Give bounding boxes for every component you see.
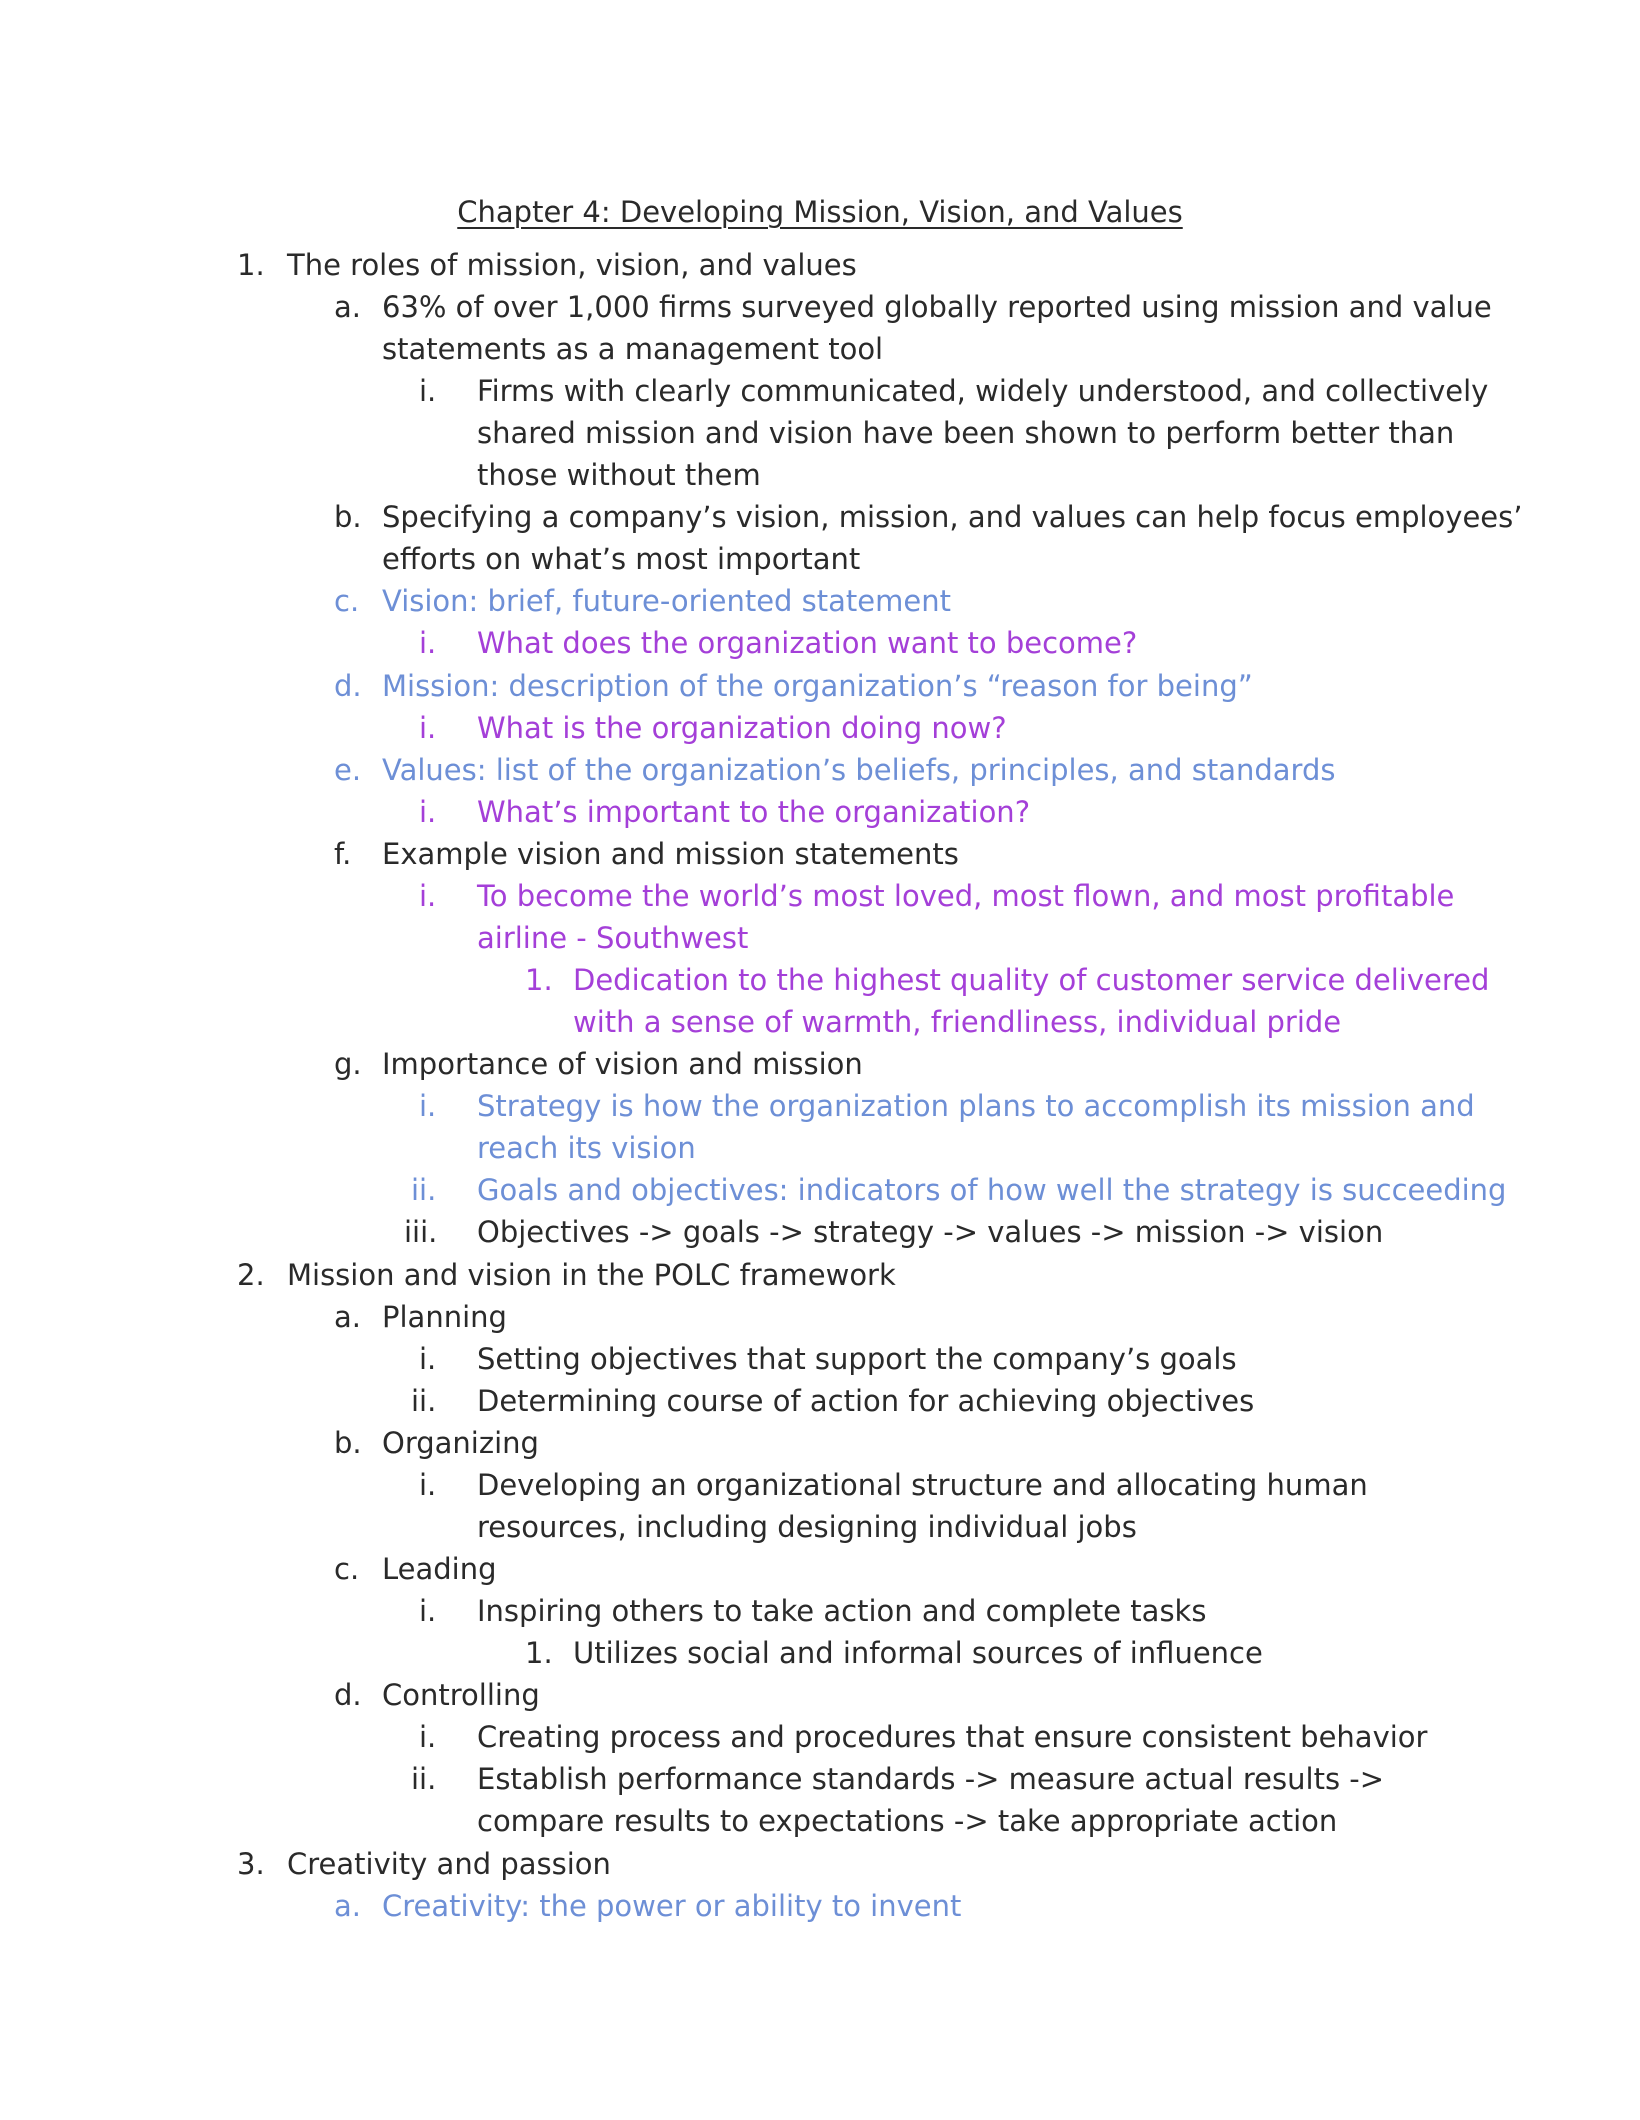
list-item-text: resources, including designing individual jobs (477, 1510, 1137, 1544)
list-item-text: Creating process and procedures that ensure consistent behavior (477, 1720, 1428, 1754)
list-marker: c. (334, 1552, 360, 1586)
list-item-text: Importance of vision and mission (382, 1047, 863, 1081)
list-marker: c. (334, 584, 360, 618)
list-marker: e. (334, 753, 362, 787)
list-item-text: Mission and vision in the POLC framework (287, 1258, 896, 1292)
list-item-text: Mission: description of the organization’s “reason for being” (382, 669, 1253, 703)
list-marker: a. (334, 1300, 361, 1334)
list-item-text: Values: list of the organization’s beliefs, principles, and standards (382, 753, 1336, 787)
list-item-text: Leading (382, 1552, 497, 1586)
list-marker: g. (334, 1047, 362, 1081)
list-item-text: Creativity: the power or ability to invent (382, 1889, 962, 1923)
list-item-text: efforts on what’s most important (382, 542, 861, 576)
list-item-text: 63% of over 1,000 firms surveyed globally reported using mission and value (382, 290, 1492, 324)
list-item-text: Specifying a company’s vision, mission, and values can help focus employees’ (382, 500, 1523, 534)
list-item-text: What is the organization doing now? (477, 711, 1007, 745)
list-marker: i. (419, 795, 437, 829)
list-marker: i. (419, 879, 437, 913)
list-item-text: Organizing (382, 1426, 539, 1460)
list-marker: 1. (525, 1636, 553, 1670)
list-item-text: Creativity and passion (287, 1847, 611, 1881)
list-marker: i. (419, 1342, 437, 1376)
list-item-text: Firms with clearly communicated, widely understood, and collectively (477, 374, 1489, 408)
list-item-text: The roles of mission, vision, and values (287, 248, 857, 282)
list-item-text: with a sense of warmth, friendliness, individual pride (573, 1005, 1342, 1039)
document-title: Chapter 4: Developing Mission, Vision, and Values (457, 195, 1183, 229)
list-marker: i. (419, 1720, 437, 1754)
list-marker: 2. (237, 1258, 265, 1292)
list-marker: ii. (411, 1762, 437, 1796)
list-marker: i. (419, 1468, 437, 1502)
list-marker: b. (334, 500, 362, 534)
list-item-text: Objectives -> goals -> strategy -> values -> mission -> vision (477, 1215, 1384, 1249)
list-item-text: To become the world’s most loved, most flown, and most profitable (477, 879, 1455, 913)
list-marker: i. (419, 1594, 437, 1628)
list-marker: f. (334, 837, 352, 871)
list-marker: 3. (237, 1847, 265, 1881)
list-item-text: Developing an organizational structure and allocating human (477, 1468, 1368, 1502)
list-item-text: Controlling (382, 1678, 540, 1712)
list-marker: 1. (237, 248, 265, 282)
list-marker: i. (419, 374, 437, 408)
list-item-text: Dedication to the highest quality of customer service delivered (573, 963, 1490, 997)
list-item-text: Vision: brief, future-oriented statement (382, 584, 951, 618)
list-item-text: What’s important to the organization? (477, 795, 1031, 829)
list-item-text: Determining course of action for achieving objectives (477, 1384, 1255, 1418)
list-item-text: Establish performance standards -> measure actual results -> (477, 1762, 1385, 1796)
list-marker: iii. (404, 1215, 438, 1249)
list-marker: a. (334, 1889, 361, 1923)
list-item-text: Utilizes social and informal sources of influence (573, 1636, 1263, 1670)
list-marker: b. (334, 1426, 362, 1460)
list-item-text: Setting objectives that support the company’s goals (477, 1342, 1237, 1376)
list-marker: d. (334, 669, 362, 703)
list-item-text: shared mission and vision have been shown to perform better than (477, 416, 1455, 450)
list-marker: i. (419, 711, 437, 745)
list-item-text: Planning (382, 1300, 507, 1334)
list-item-text: those without them (477, 458, 761, 492)
list-item-text: Inspiring others to take action and complete tasks (477, 1594, 1207, 1628)
list-item-text: Example vision and mission statements (382, 837, 959, 871)
list-item-text: What does the organization want to become? (477, 626, 1138, 660)
list-item-text: statements as a management tool (382, 332, 884, 366)
list-marker: ii. (411, 1173, 437, 1207)
list-item-text: Goals and objectives: indicators of how well the strategy is succeeding (477, 1173, 1507, 1207)
list-marker: ii. (411, 1384, 437, 1418)
list-marker: i. (419, 626, 437, 660)
list-item-text: reach its vision (477, 1131, 696, 1165)
list-item-text: compare results to expectations -> take appropriate action (477, 1804, 1338, 1838)
list-marker: d. (334, 1678, 362, 1712)
list-marker: a. (334, 290, 361, 324)
list-item-text: airline - Southwest (477, 921, 749, 955)
list-marker: 1. (525, 963, 553, 997)
list-marker: i. (419, 1089, 437, 1123)
list-item-text: Strategy is how the organization plans to accomplish its mission and (477, 1089, 1475, 1123)
